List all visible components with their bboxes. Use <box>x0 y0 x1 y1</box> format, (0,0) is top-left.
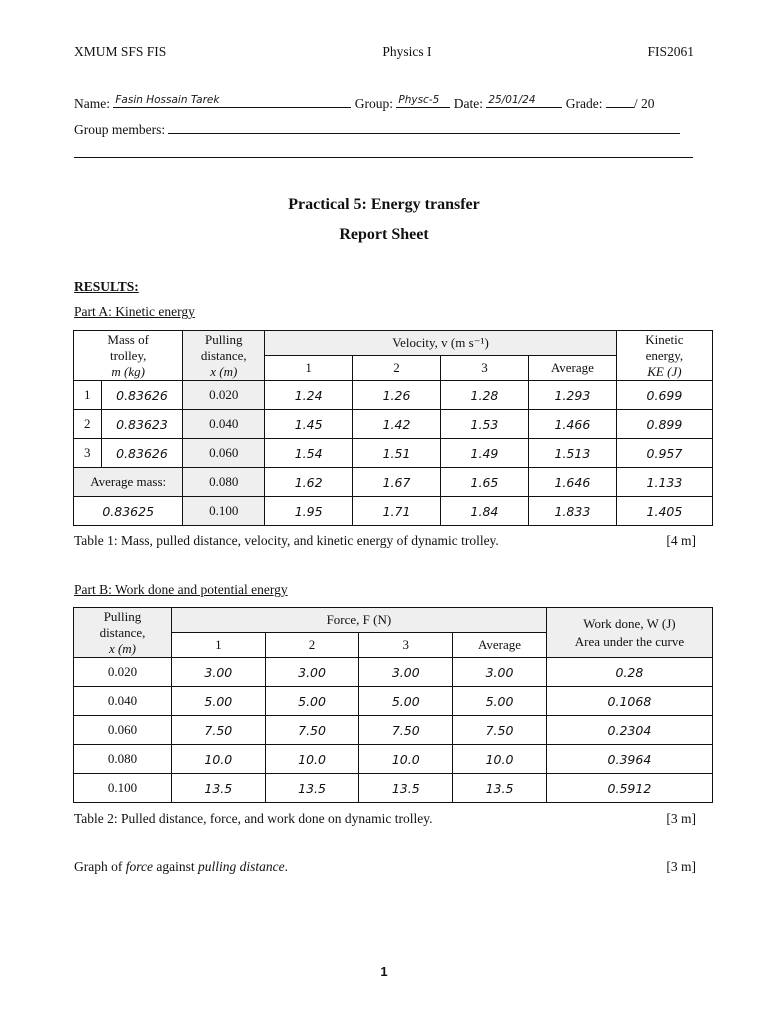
row-index: 2 <box>74 410 102 439</box>
velocity-1-cell[interactable]: 1.45 <box>265 410 353 439</box>
header-v2: 2 <box>353 356 441 381</box>
kinetic-energy-cell[interactable]: 0.899 <box>616 410 712 439</box>
table-1-caption: Table 1: Mass, pulled distance, velocity, and kinetic energy of dynamic trolley. <box>74 533 499 548</box>
group-members-label: Group members: <box>74 122 166 137</box>
velocity-3-cell[interactable]: 1.53 <box>441 410 529 439</box>
graph-instruction-row <box>74 859 696 875</box>
header-vavg: Average <box>528 356 616 381</box>
header-favg: Average <box>453 633 547 658</box>
force-3-cell[interactable]: 5.00 <box>359 687 453 716</box>
header-code: FIS2061 <box>647 44 694 59</box>
header-velocity: Velocity, v (m s⁻¹) <box>265 331 617 356</box>
header-mass: Mass of trolley, m (kg) <box>74 331 183 381</box>
force-1-cell[interactable]: 3.00 <box>171 658 265 687</box>
force-avg-cell[interactable]: 10.0 <box>453 745 547 774</box>
mass-cell[interactable]: 0.83626 <box>101 381 183 410</box>
kinetic-energy-cell[interactable]: 1.405 <box>616 497 712 526</box>
velocity-3-cell[interactable]: 1.49 <box>441 439 529 468</box>
page-number: 1 <box>380 964 388 979</box>
distance-cell: 0.060 <box>74 716 172 745</box>
mass-cell[interactable]: 0.83623 <box>101 410 183 439</box>
name-value: Fasin Hossain Tarek <box>115 94 220 106</box>
force-2-cell[interactable]: 13.5 <box>265 774 359 803</box>
date-value: 25/01/24 <box>488 94 536 106</box>
header-f3: 3 <box>359 633 453 658</box>
group-members-field[interactable] <box>168 120 680 134</box>
header-v3: 3 <box>441 356 529 381</box>
kinetic-energy-table <box>73 330 713 526</box>
table-row <box>74 687 713 716</box>
table-row <box>74 497 713 526</box>
force-3-cell[interactable]: 13.5 <box>359 774 453 803</box>
force-2-cell[interactable]: 10.0 <box>265 745 359 774</box>
force-avg-cell[interactable]: 5.00 <box>453 687 547 716</box>
velocity-1-cell[interactable]: 1.62 <box>265 468 353 497</box>
header-f1: 1 <box>171 633 265 658</box>
average-mass-label: Average mass: <box>74 468 183 497</box>
force-avg-cell[interactable]: 13.5 <box>453 774 547 803</box>
velocity-avg-cell[interactable]: 1.833 <box>528 497 616 526</box>
group-members-line <box>74 120 694 138</box>
velocity-avg-cell[interactable]: 1.293 <box>528 381 616 410</box>
force-3-cell[interactable]: 10.0 <box>359 745 453 774</box>
table-row <box>74 468 713 497</box>
table-1-marks: [4 m] <box>666 533 696 548</box>
header-v1: 1 <box>265 356 353 381</box>
name-field[interactable] <box>113 94 351 108</box>
work-done-cell[interactable]: 0.2304 <box>546 716 712 745</box>
group-field[interactable] <box>396 94 450 108</box>
distance-cell: 0.020 <box>183 381 265 410</box>
work-done-cell[interactable]: 0.5912 <box>546 774 712 803</box>
velocity-3-cell[interactable]: 1.84 <box>441 497 529 526</box>
velocity-avg-cell[interactable]: 1.513 <box>528 439 616 468</box>
table-row <box>74 381 713 410</box>
velocity-2-cell[interactable]: 1.71 <box>353 497 441 526</box>
name-label: Name: <box>74 96 110 111</box>
graph-instruction: Graph of force against pulling distance. <box>74 859 288 874</box>
table-row <box>74 716 713 745</box>
force-1-cell[interactable]: 5.00 <box>171 687 265 716</box>
velocity-2-cell[interactable]: 1.26 <box>353 381 441 410</box>
results-heading: RESULTS: <box>74 279 139 294</box>
header-distance: Pulling distance, x (m) <box>183 331 265 381</box>
header-course: Physics I <box>382 44 432 59</box>
velocity-2-cell[interactable]: 1.67 <box>353 468 441 497</box>
work-done-table <box>73 607 713 803</box>
group-value: Physc-5 <box>398 94 440 106</box>
velocity-1-cell[interactable]: 1.54 <box>265 439 353 468</box>
kinetic-energy-cell[interactable]: 0.699 <box>616 381 712 410</box>
table-2-caption-row <box>74 811 696 827</box>
page-header <box>74 44 694 60</box>
table-row <box>74 410 713 439</box>
table-row <box>74 774 713 803</box>
group-label: Group: <box>354 96 393 111</box>
table-1-caption-row <box>74 533 696 549</box>
date-field[interactable] <box>486 94 562 108</box>
distance-cell: 0.100 <box>74 774 172 803</box>
table-row <box>74 658 713 687</box>
work-done-cell[interactable]: 0.1068 <box>546 687 712 716</box>
force-2-cell[interactable]: 3.00 <box>265 658 359 687</box>
velocity-avg-cell[interactable]: 1.466 <box>528 410 616 439</box>
table-row <box>74 745 713 774</box>
force-2-cell[interactable]: 5.00 <box>265 687 359 716</box>
graph-marks: [3 m] <box>666 859 696 874</box>
velocity-avg-cell[interactable]: 1.646 <box>528 468 616 497</box>
average-mass-value[interactable]: 0.83625 <box>74 497 183 526</box>
header-kinetic-energy: Kinetic energy, KE (J) <box>616 331 712 381</box>
work-done-cell[interactable]: 0.28 <box>546 658 712 687</box>
grade-field[interactable] <box>606 94 634 108</box>
velocity-1-cell[interactable]: 1.95 <box>265 497 353 526</box>
header-distance: Pulling distance, x (m) <box>74 608 172 658</box>
force-3-cell[interactable]: 3.00 <box>359 658 453 687</box>
work-done-cell[interactable]: 0.3964 <box>546 745 712 774</box>
row-index: 1 <box>74 381 102 410</box>
part-a-heading: Part A: Kinetic energy <box>74 304 195 319</box>
grade-label: Grade: <box>565 96 603 111</box>
velocity-2-cell[interactable]: 1.51 <box>353 439 441 468</box>
table-row <box>74 439 713 468</box>
force-1-cell[interactable]: 10.0 <box>171 745 265 774</box>
force-1-cell[interactable]: 13.5 <box>171 774 265 803</box>
force-2-cell[interactable]: 7.50 <box>265 716 359 745</box>
date-label: Date: <box>453 96 483 111</box>
force-1-cell[interactable]: 7.50 <box>171 716 265 745</box>
header-institution: XMUM SFS FIS <box>74 44 167 59</box>
force-avg-cell[interactable]: 7.50 <box>453 716 547 745</box>
part-b-heading: Part B: Work done and potential energy <box>74 582 288 597</box>
mass-cell[interactable]: 0.83626 <box>101 439 183 468</box>
table-2-caption: Table 2: Pulled distance, force, and work done on dynamic trolley. <box>74 811 433 826</box>
header-work-done: Work done, W (J) Area under the curve <box>546 608 712 658</box>
distance-cell: 0.080 <box>74 745 172 774</box>
force-3-cell[interactable]: 7.50 <box>359 716 453 745</box>
report-subtitle: Report Sheet <box>339 226 429 243</box>
velocity-3-cell[interactable]: 1.65 <box>441 468 529 497</box>
kinetic-energy-cell[interactable]: 0.957 <box>616 439 712 468</box>
velocity-1-cell[interactable]: 1.24 <box>265 381 353 410</box>
row-index: 3 <box>74 439 102 468</box>
distance-cell: 0.040 <box>183 410 265 439</box>
student-info-line <box>74 94 694 112</box>
distance-cell: 0.080 <box>183 468 265 497</box>
distance-cell: 0.040 <box>74 687 172 716</box>
table-2-marks: [3 m] <box>666 811 696 826</box>
header-force: Force, F (N) <box>171 608 546 633</box>
practical-title: Practical 5: Energy transfer <box>288 196 480 213</box>
distance-cell: 0.020 <box>74 658 172 687</box>
grade-suffix: / 20 <box>633 96 655 111</box>
distance-cell: 0.060 <box>183 439 265 468</box>
kinetic-energy-cell[interactable]: 1.133 <box>616 468 712 497</box>
header-f2: 2 <box>265 633 359 658</box>
distance-cell: 0.100 <box>183 497 265 526</box>
velocity-2-cell[interactable]: 1.42 <box>353 410 441 439</box>
force-avg-cell[interactable]: 3.00 <box>453 658 547 687</box>
group-members-extra-line[interactable] <box>74 157 693 158</box>
velocity-3-cell[interactable]: 1.28 <box>441 381 529 410</box>
